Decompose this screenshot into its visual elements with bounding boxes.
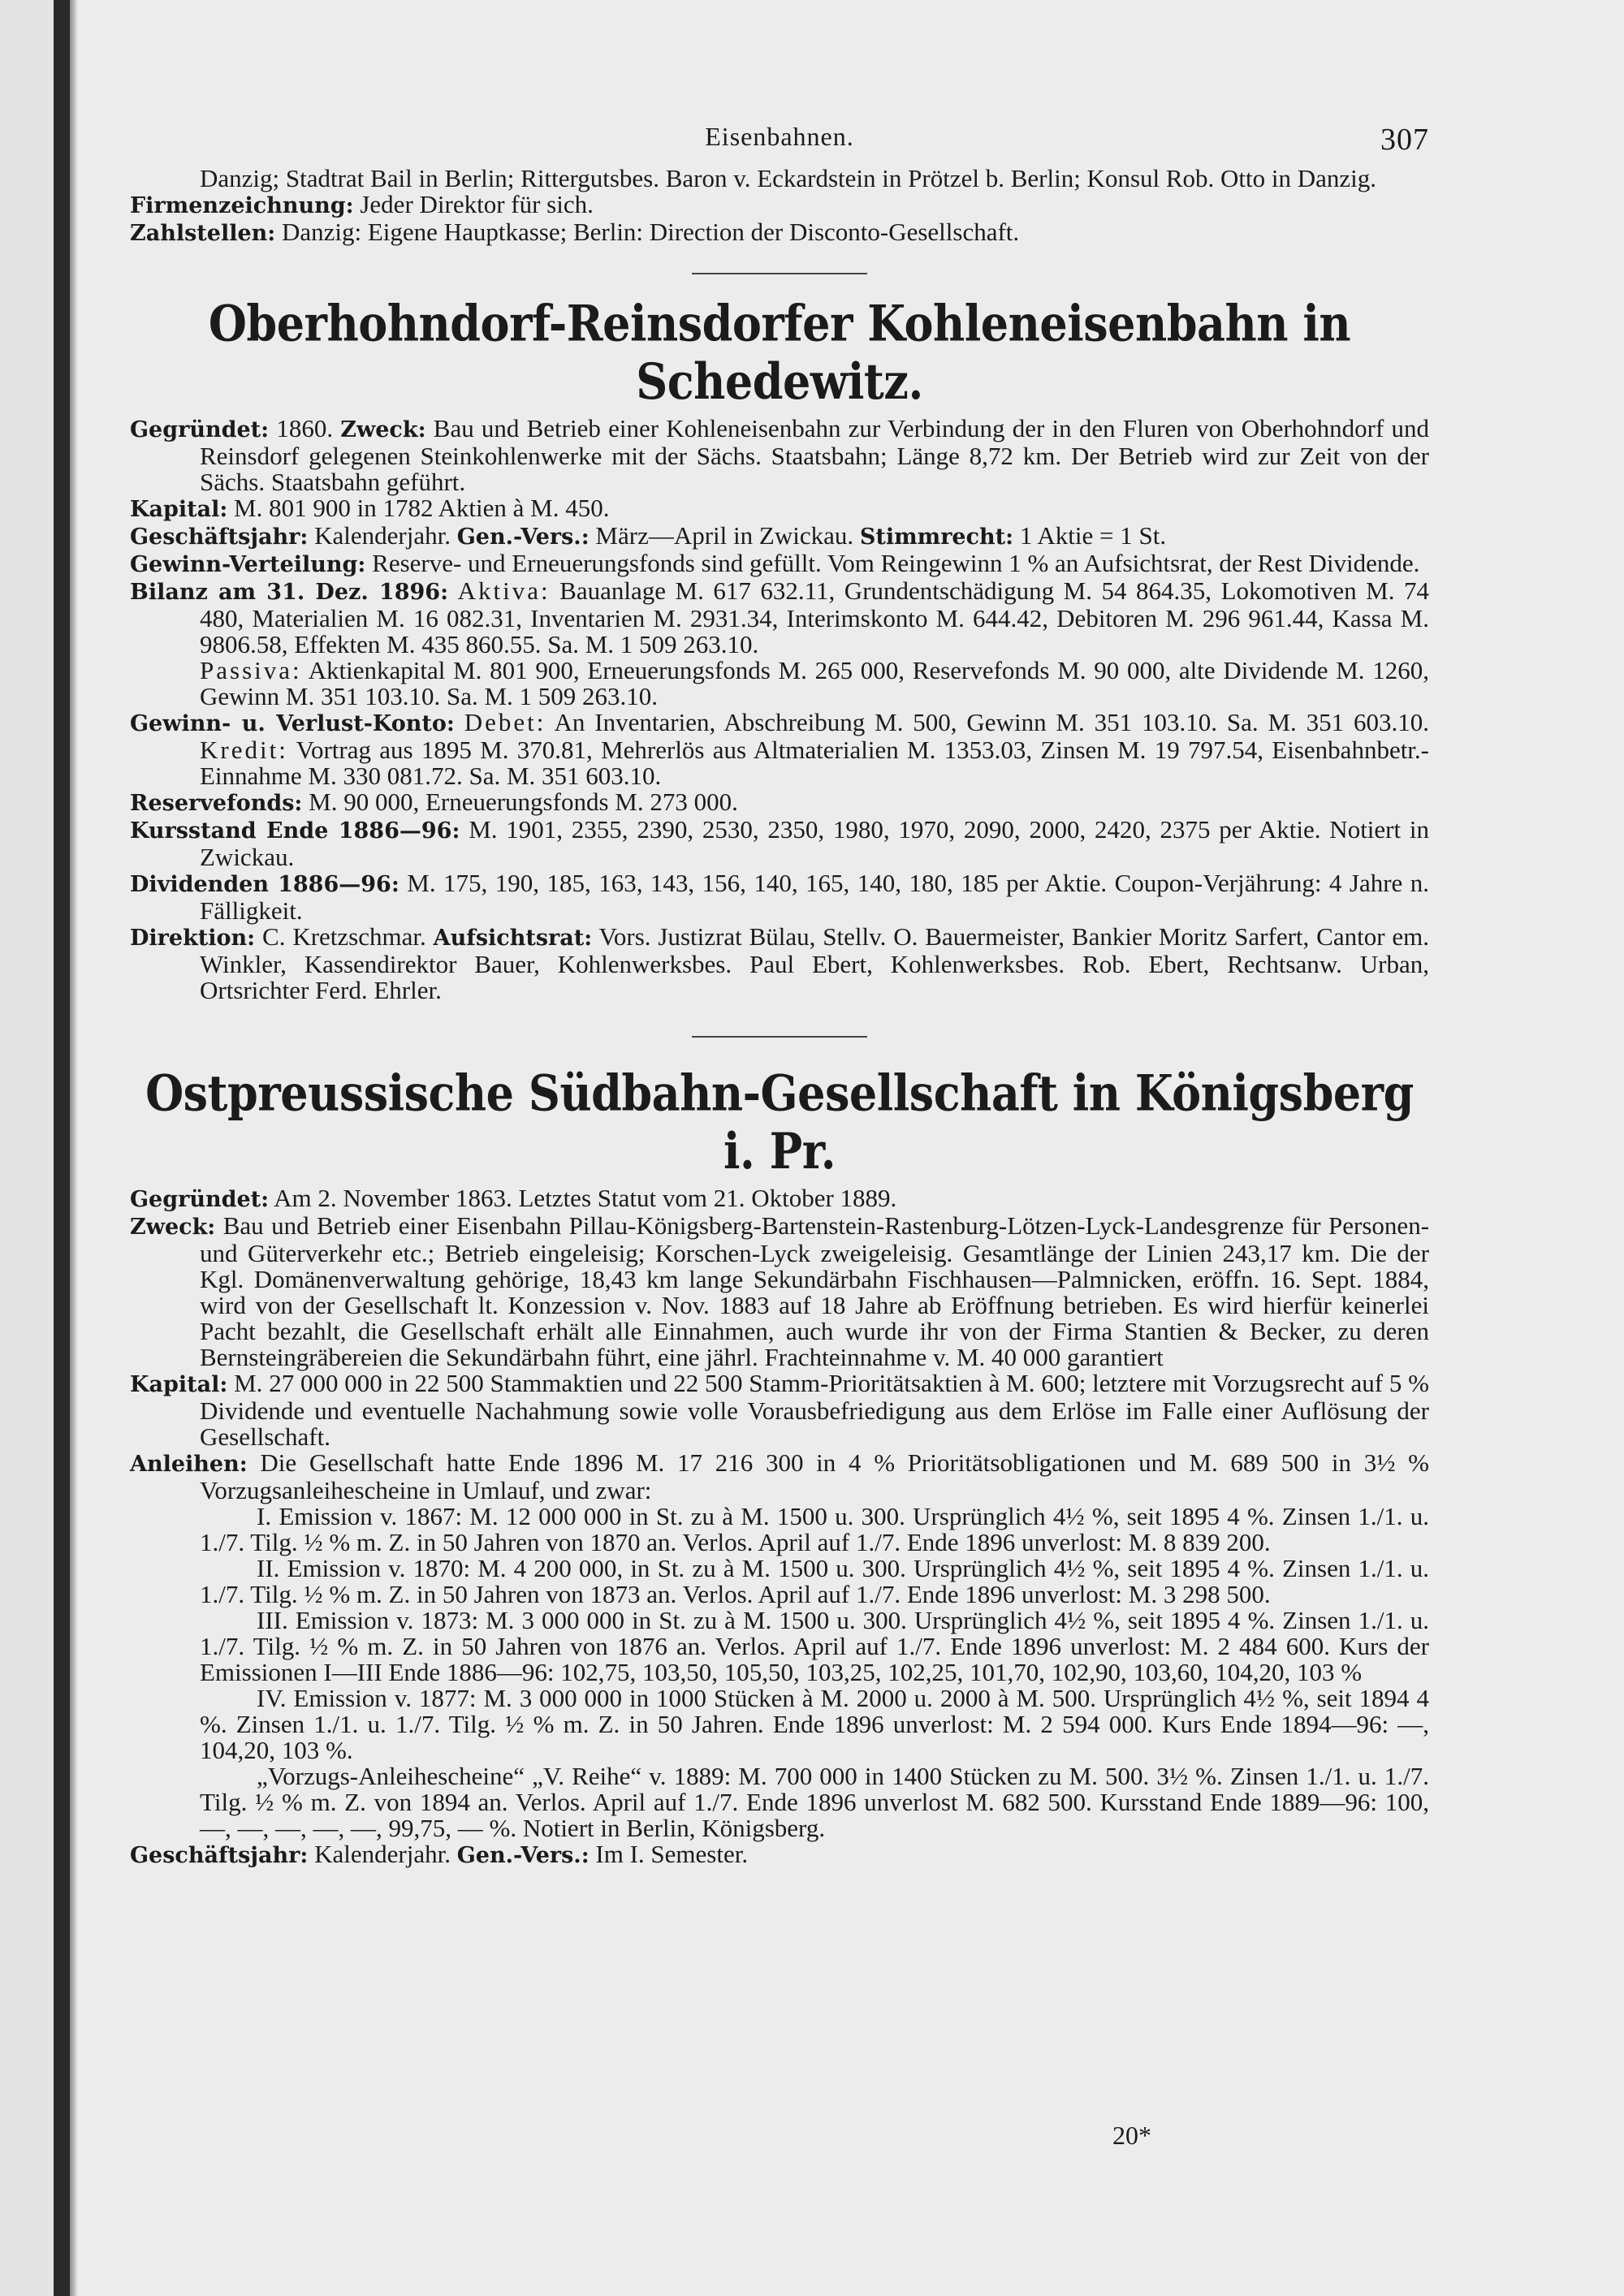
s2-emission-2: II. Emission v. 1870: M. 4 200 000, in St. zu à M. 1500 u. 300. Ursprünglich 4½ %, seit 1895 4 %. Zinsen 1./1. u. 1./7. Tilg. ½ % m. Z. in 50 Jahren von 1873 an. Verlos. April auf 1./7. Ende 1896 unverlost: M. 3 298 500. [200,1554,1429,1608]
s1-geschaeftsjahr-text: Kalenderjahr. [314,521,451,550]
s1-passiva-label: Passiva: [200,656,302,684]
s1-genvers-label: Gen.-Vers.: [456,524,590,550]
s1-stimmrecht-label: Stimmrecht: [859,524,1014,550]
s1-kursstand-text: M. 1901, 2355, 2390, 2530, 2350, 1980, 1970, 2090, 2000, 2420, 2375 per Aktie. Notiert in Zwickau. [200,815,1430,871]
section1-heading: Oberhohndorf-Reinsdorfer Kohleneisenbahn in Schedewitz. [208,294,1351,411]
firmenzeichnung-label: Firmenzeichnung: [130,193,354,218]
book-spine-shadow [54,0,70,2296]
s2-anleihen-text: Die Gesellschaft hatte Ende 1896 M. 17 216 300 in 4 % Prioritätsobligationen und M. 689 500 in 3½ % Vorzugsanleihescheine in Umlauf, und zwar: [200,1448,1430,1504]
s1-guv-entry [130,710,1429,789]
s1-bilanz-entry [130,578,1429,710]
s1-direktion-text: C. Kretzschmar. [262,922,426,951]
s1-gegruendet-text: 1860. [276,414,334,442]
s2-genvers-text: Im I. Semester. [595,1840,749,1868]
s1-kredit-text: Vortrag aus 1895 M. 370.81, Mehrerlös aus Altmaterialien M. 1353.03, Zinsen M. 19 797.54, Eisenbahnbetr.-Einnahme M. 330 081.72. Sa. M. 351 603.10. [200,736,1429,790]
s1-geschaeftsjahr-entry [130,523,1429,550]
s1-aktiva-label: Aktiva: [457,576,551,605]
s1-gewinnverteilung-entry [130,550,1429,578]
s1-kursstand-entry [130,817,1429,870]
s1-dividenden-entry [130,870,1429,924]
running-head [130,122,1429,159]
s1-aufsichtsrat-label: Aufsichtsrat: [433,926,593,951]
s1-gewinnverteilung-label: Gewinn-Verteilung: [130,552,366,577]
s2-gegruendet-label: Gegründet: [130,1187,270,1212]
s1-passiva-text: Aktienkapital M. 801 900, Erneuerungsfonds M. 265 000, Reservefonds M. 90 000, alte Dividende M. 1260, Gewinn M. 351 103.10. Sa. M. 1 509 263.10. [200,656,1429,710]
section2-heading: Ostpreussische Südbahn-Gesellschaft in Königsberg i. Pr. [145,1064,1414,1180]
s1-zweck-text: Bau und Betrieb einer Kohleneisenbahn zur Verbindung der in den Fluren von Oberhohndorf und Reinsdorf gelegenen Steinkohlenwerke mit der Sächs. Staatsbahn; Länge 8,72 km. Der Betrieb wird zur Zeit von der Sächs. Staatsbahn geführt. [200,414,1430,496]
zahlstellen-entry [130,219,1429,247]
s2-zweck-entry [130,1213,1429,1370]
s2-geschaeftsjahr-entry [130,1841,1429,1869]
s1-kapital-entry [130,495,1429,523]
s1-reservefonds-label: Reservefonds: [130,791,303,816]
s1-bilanz-label: Bilanz am 31. Dez. 1896: [130,580,449,605]
page-content [130,122,1429,1869]
zahlstellen-text: Danzig: Eigene Hauptkasse; Berlin: Direction der Disconto-Gesellschaft. [281,218,1020,246]
s2-anleihen-entry [130,1450,1429,1504]
s2-emission-3: III. Emission v. 1873: M. 3 000 000 in St. zu à M. 1500 u. 300. Ursprünglich 4½ %, seit 1895 4 %. Zinsen 1./1. u. 1./7. Tilg. ½ % m. Z. in 50 Jahren von 1876 an. Verlos. April auf 1./7. Ende 1896 unverlost: M. 2 484 600. Kurs der Emissionen I—III Ende 1886—96: 102,75, 103,50, 105,50, 103,25, 102,25, 101,70, 102,90, 103,60, 104,20, 103 % [200,1606,1429,1686]
spine-gradient [70,0,78,2296]
s2-kapital-text: M. 27 000 000 in 22 500 Stammaktien und 22 500 Stamm-Prioritätsaktien à M. 600; letztere mit Vorzugsrecht auf 5 % Dividende und eventuelle Nachahmung sowie volle Vorausbefriedigung aus dem Erlöse im Falle einer Auflösung der Gesellschaft. [200,1369,1430,1451]
s1-gegruendet-label: Gegründet: [130,417,270,442]
s2-kapital-entry [130,1370,1429,1450]
left-page-margin [0,0,54,2296]
s2-gegruendet-entry [130,1185,1429,1213]
s1-dividenden-text: M. 175, 190, 185, 163, 143, 156, 140, 165, 140, 180, 185 per Aktie. Coupon-Verjährung: 4 Jahre n. Fälligkeit. [200,869,1429,925]
s1-direktion-label: Direktion: [130,926,256,951]
s2-anleihen-label: Anleihen: [130,1452,248,1477]
s2-kapital-label: Kapital: [130,1372,228,1397]
firmenzeichnung-text: Jeder Direktor für sich. [360,190,594,218]
page-number: 307 [1380,123,1429,157]
signature-mark: 20* [1112,2121,1151,2150]
s1-kapital-text: M. 801 900 in 1782 Aktien à M. 450. [234,494,610,522]
s1-passiva-line [200,658,1429,710]
s1-aufsichtsrat-text: Vors. Justizrat Bülau, Stellv. O. Bauermeister, Bankier Moritz Sarfert, Cantor em. Winkler, Kassendirektor Bauer, Kohlenwerksbes. Paul Ebert, Kohlenwerksbes. Rob. Ebert, Rechtsanw. Urban, Ortsrichter Ferd. Ehrler. [200,922,1430,1004]
s2-genvers-label: Gen.-Vers.: [456,1843,590,1868]
section-divider [692,1036,867,1038]
s1-debet-label: Debet: [464,708,546,736]
s2-zweck-label: Zweck: [130,1215,216,1240]
s1-kursstand-label: Kursstand Ende 1886—96: [130,818,460,844]
section-divider [692,273,867,274]
s1-geschaeftsjahr-label: Geschäftsjahr: [130,524,309,550]
intro-continuation: Danzig; Stadtrat Bail in Berlin; Rittergutsbes. Baron v. Eckardstein in Prötzel b. Berlin; Konsul Rob. Otto in Danzig. [200,164,1377,192]
s1-zweck-label: Zweck: [340,417,426,442]
s1-guv-label: Gewinn- u. Verlust-Konto: [130,711,455,736]
zahlstellen-label: Zahlstellen: [130,221,276,246]
s2-zweck-text: Bau und Betrieb einer Eisenbahn Pillau-Königsberg-Bartenstein-Rastenburg-Lötzen-Lyck-Landesgrenze für Personen- und Güterverkehr etc.; Betrieb eingeleisig; Korschen-Lyck zweigeleisig. Gesamtlänge der Linien 243,17 km. Die der Kgl. Domänenverwaltung gehörige, 18,43 km lange Sekundärbahn Fischhausen—Palmnicken, eröffn. 16. Sept. 1884, wird von der Gesellschaft lt. Konzession v. Nov. 1883 auf 18 Jahre ab Eröffnung betrieben. Es wird hierfür keinerlei Pacht bezahlt, die Gesellschaft erhält alle Einnahmen, auch wurde ihr von der Firma Stantien & Becker, zu deren Bernsteingräbereien die Sekundärbahn führt, eine jährl. Frachteinnahme v. M. 40 000 garantiert [200,1211,1430,1371]
s1-gewinnverteilung-text: Reserve- und Erneuerungsfonds sind gefüllt. Vom Reingewinn 1 % an Aufsichtsrat, der Rest Dividende. [372,549,1420,577]
s2-vorzugs-anleihescheine: „Vorzugs-Anleihescheine“ „V. Reihe“ v. 1889: M. 700 000 in 1400 Stücken zu M. 500. 3½ %. Zinsen 1./1. u. 1./7. Tilg. ½ % m. Z. von 1894 an. Verlos. April auf 1./7. Ende 1896 unverlost M. 682 500. Kursstand Ende 1889—96: 100, —, —, —, —, —, 99,75, — %. Notiert in Berlin, Königsberg. [200,1762,1429,1842]
s1-genvers-text: März—April in Zwickau. [595,521,854,550]
s2-gegruendet-text: Am 2. November 1863. Letztes Statut vom 21. Oktober 1889. [274,1184,897,1212]
s2-geschaeftsjahr-label: Geschäftsjahr: [130,1843,309,1868]
running-head-title: Eisenbahnen. [705,122,854,151]
s1-gegruendet-entry [130,416,1429,495]
s2-emission-4: IV. Emission v. 1877: M. 3 000 000 in 1000 Stücken à M. 2000 u. 2000 à M. 500. Ursprünglich 4½ %, seit 1894 4 %. Zinsen 1./1. u. 1./7. Tilg. ½ % m. Z. in 50 Jahren. Ende 1896 unverlost: M. 2 594 000. Kurs Ende 1894—96: —, 104,20, 103 %. [200,1684,1429,1764]
s1-reservefonds-entry [130,789,1429,817]
s1-reservefonds-text: M. 90 000, Erneuerungsfonds M. 273 000. [309,788,738,816]
s2-emission-1: I. Emission v. 1867: M. 12 000 000 in St. zu à M. 1500 u. 300. Ursprünglich 4½ %, seit 1895 4 %. Zinsen 1./1. u. 1./7. Tilg. ½ % m. Z. in 50 Jahren von 1870 an. Verlos. April auf 1./7. Ende 1896 unverlost: M. 8 839 200. [200,1502,1429,1556]
s1-dividenden-label: Dividenden 1886—96: [130,872,400,897]
s1-stimmrecht-text: 1 Aktie = 1 St. [1019,521,1167,550]
s1-aktiva-text: Bauanlage M. 617 632.11, Grundentschädigung M. 54 864.35, Lokomotiven M. 74 480, Materialien M. 16 082.31, Inventarien M. 2931.34, Interimskonto M. 644.42, Debitoren M. 296 961.44, Kassa M. 9806.58, Effekten M. 435 860.55. Sa. M. 1 509 263.10. [200,576,1429,658]
s1-debet-text: An Inventarien, Abschreibung M. 500, Gewinn M. 351 103.10. Sa. M. 351 603.10. [554,708,1430,736]
firmenzeichnung-entry [130,192,1429,219]
s2-geschaeftsjahr-text: Kalenderjahr. [314,1840,451,1868]
s1-kredit-label: Kredit: [200,736,288,764]
s1-direktion-entry [130,924,1429,1003]
s1-kapital-label: Kapital: [130,497,228,522]
